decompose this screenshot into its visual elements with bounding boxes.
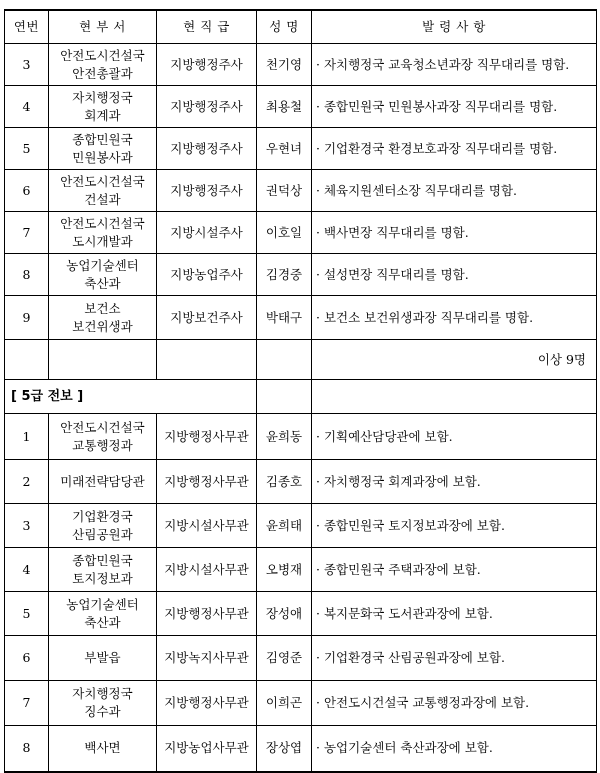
table-row: [5, 212, 597, 254]
current-rank: 지방행정주사: [157, 86, 257, 128]
person-name: 이희곤: [257, 681, 312, 726]
current-department: [49, 170, 157, 212]
appointment-order: · 복지문화국 도서관과장에 보함.: [312, 592, 597, 636]
person-name: 윤희태: [257, 504, 312, 548]
appointment-order: · 자치행정국 교육청소년과장 직무대리를 명함.: [312, 44, 597, 86]
person-name: 이호일: [257, 212, 312, 254]
current-rank: 지방농업사무관: [157, 726, 257, 772]
table-row: [5, 681, 597, 726]
department-line-2: 회계과: [84, 107, 121, 123]
current-rank: 지방시설사무관: [157, 504, 257, 548]
row-number: 3: [5, 44, 49, 86]
appointment-order: · 체육지원센터소장 직무대리를 명함.: [312, 170, 597, 212]
empty-cell: [157, 340, 257, 380]
appointment-order: · 보건소 보건위생과장 직무대리를 명함.: [312, 296, 597, 340]
appointment-order: · 종합민원국 주택과장에 보함.: [312, 548, 597, 592]
current-rank: 지방시설주사: [157, 212, 257, 254]
total-row: [5, 340, 597, 380]
current-department: [49, 504, 157, 548]
department-line-1: 안전도시건설국: [60, 47, 145, 63]
person-name: 김영준: [257, 636, 312, 681]
person-name: 김종호: [257, 460, 312, 504]
current-department: [49, 44, 157, 86]
header-name: 성 명: [257, 10, 312, 44]
department-line-1: 미래전략담당관: [60, 473, 145, 489]
table-row: [5, 296, 597, 340]
row-number: 7: [5, 681, 49, 726]
table-row: [5, 170, 597, 212]
department-line-2: 도시개발과: [72, 233, 133, 249]
row-number: 8: [5, 726, 49, 772]
appointment-order: · 종합민원국 민원봉사과장 직무대리를 명함.: [312, 86, 597, 128]
department-line-2: 건설과: [84, 191, 121, 207]
department-line-1: 안전도시건설국: [60, 173, 145, 189]
row-number: 5: [5, 592, 49, 636]
current-department: [49, 460, 157, 504]
empty-cell: [257, 340, 312, 380]
person-name: 장성애: [257, 592, 312, 636]
row-number: 1: [5, 414, 49, 460]
current-department: [49, 212, 157, 254]
department-line-2: 보건위생과: [72, 318, 133, 334]
table-row: [5, 548, 597, 592]
person-name: 권덕상: [257, 170, 312, 212]
current-rank: 지방행정사무관: [157, 592, 257, 636]
person-name: 천기영: [257, 44, 312, 86]
department-line-1: 농업기술센터: [66, 257, 139, 273]
department-line-1: 자치행정국: [72, 686, 133, 701]
current-rank: 지방행정사무관: [157, 414, 257, 460]
table-row: [5, 504, 597, 548]
department-line-2: 축산과: [84, 614, 121, 630]
department-line-2: 안전총괄과: [72, 65, 133, 81]
current-rank: 지방행정사무관: [157, 460, 257, 504]
row-number: 5: [5, 128, 49, 170]
header-rank: 현 직 급: [157, 10, 257, 44]
department-line-1: 부발읍: [84, 650, 121, 665]
current-rank: 지방농업주사: [157, 254, 257, 296]
section-row: [5, 380, 597, 414]
department-line-1: 자치행정국: [72, 89, 133, 105]
department-line-1: 안전도시건설국: [60, 215, 145, 231]
current-rank: 지방행정사무관: [157, 681, 257, 726]
row-number: 6: [5, 170, 49, 212]
current-department: [49, 548, 157, 592]
current-department: [49, 414, 157, 460]
department-line-2: 산림공원과: [72, 526, 133, 542]
table-row: [5, 254, 597, 296]
department-line-2: 축산과: [84, 275, 121, 291]
current-rank: 지방행정주사: [157, 128, 257, 170]
person-name: 박태구: [257, 296, 312, 340]
current-rank: 지방시설사무관: [157, 548, 257, 592]
current-rank: 지방녹지사무관: [157, 636, 257, 681]
current-rank: 지방행정주사: [157, 170, 257, 212]
personnel-order-table: [4, 9, 597, 773]
appointment-order: · 기업환경국 산림공원과장에 보함.: [312, 636, 597, 681]
department-line-2: 토지정보과: [72, 570, 133, 586]
section-title: [ 5급 전보 ]: [5, 380, 257, 414]
table-row: [5, 44, 597, 86]
row-number: 6: [5, 636, 49, 681]
table-row: [5, 636, 597, 681]
group-total: 이상 9명: [312, 340, 597, 380]
table-row: [5, 414, 597, 460]
appointment-order: · 기업환경국 환경보호과장 직무대리를 명함.: [312, 128, 597, 170]
row-number: 4: [5, 548, 49, 592]
current-department: [49, 254, 157, 296]
empty-cell: [257, 380, 312, 414]
current-department: [49, 592, 157, 636]
table-row: [5, 592, 597, 636]
row-number: 4: [5, 86, 49, 128]
row-number: 2: [5, 460, 49, 504]
person-name: 우현녀: [257, 128, 312, 170]
current-department: [49, 128, 157, 170]
current-department: [49, 726, 157, 772]
department-line-1: 백사면: [84, 740, 121, 756]
current-rank: 지방보건주사: [157, 296, 257, 340]
row-number: 7: [5, 212, 49, 254]
appointment-order: · 종합민원국 토지정보과장에 보함.: [312, 504, 597, 548]
appointment-order: · 백사면장 직무대리를 명함.: [312, 212, 597, 254]
row-number: 8: [5, 254, 49, 296]
department-line-1: 종합민원국: [72, 552, 133, 568]
department-line-2: 민원봉사과: [72, 149, 133, 165]
department-line-1: 안전도시건설국: [60, 419, 145, 435]
appointment-order: · 농업기술센터 축산과장에 보함.: [312, 726, 597, 772]
appointment-order: · 설성면장 직무대리를 명함.: [312, 254, 597, 296]
header-row: [5, 10, 597, 44]
empty-cell: [312, 380, 597, 414]
current-department: [49, 636, 157, 681]
row-number: 9: [5, 296, 49, 340]
current-department: [49, 296, 157, 340]
current-department: [49, 86, 157, 128]
row-number: 3: [5, 504, 49, 548]
department-line-1: 기업환경국: [72, 508, 133, 524]
person-name: 김경중: [257, 254, 312, 296]
department-line-1: 농업기술센터: [66, 596, 139, 612]
appointment-order: · 자치행정국 회계과장에 보함.: [312, 460, 597, 504]
current-department: [49, 681, 157, 726]
table-row: [5, 726, 597, 772]
table-row: [5, 460, 597, 504]
current-rank: 지방행정주사: [157, 44, 257, 86]
person-name: 오병재: [257, 548, 312, 592]
department-line-1: 보건소: [84, 300, 121, 316]
header-dept: 현 부 서: [49, 10, 157, 44]
person-name: 최용철: [257, 86, 312, 128]
table-row: [5, 128, 597, 170]
person-name: 장상엽: [257, 726, 312, 772]
appointment-order: · 안전도시건설국 교통행정과장에 보함.: [312, 681, 597, 726]
person-name: 윤희동: [257, 414, 312, 460]
header-seq: 연번: [5, 10, 49, 44]
table-row: [5, 86, 597, 128]
department-line-1: 종합민원국: [72, 131, 133, 147]
empty-cell: [49, 340, 157, 380]
empty-cell: [5, 340, 49, 380]
appointment-order: · 기획예산담당관에 보함.: [312, 414, 597, 460]
header-order: 발 령 사 항: [312, 10, 597, 44]
department-line-2: 징수과: [84, 704, 121, 719]
department-line-2: 교통행정과: [72, 437, 133, 453]
